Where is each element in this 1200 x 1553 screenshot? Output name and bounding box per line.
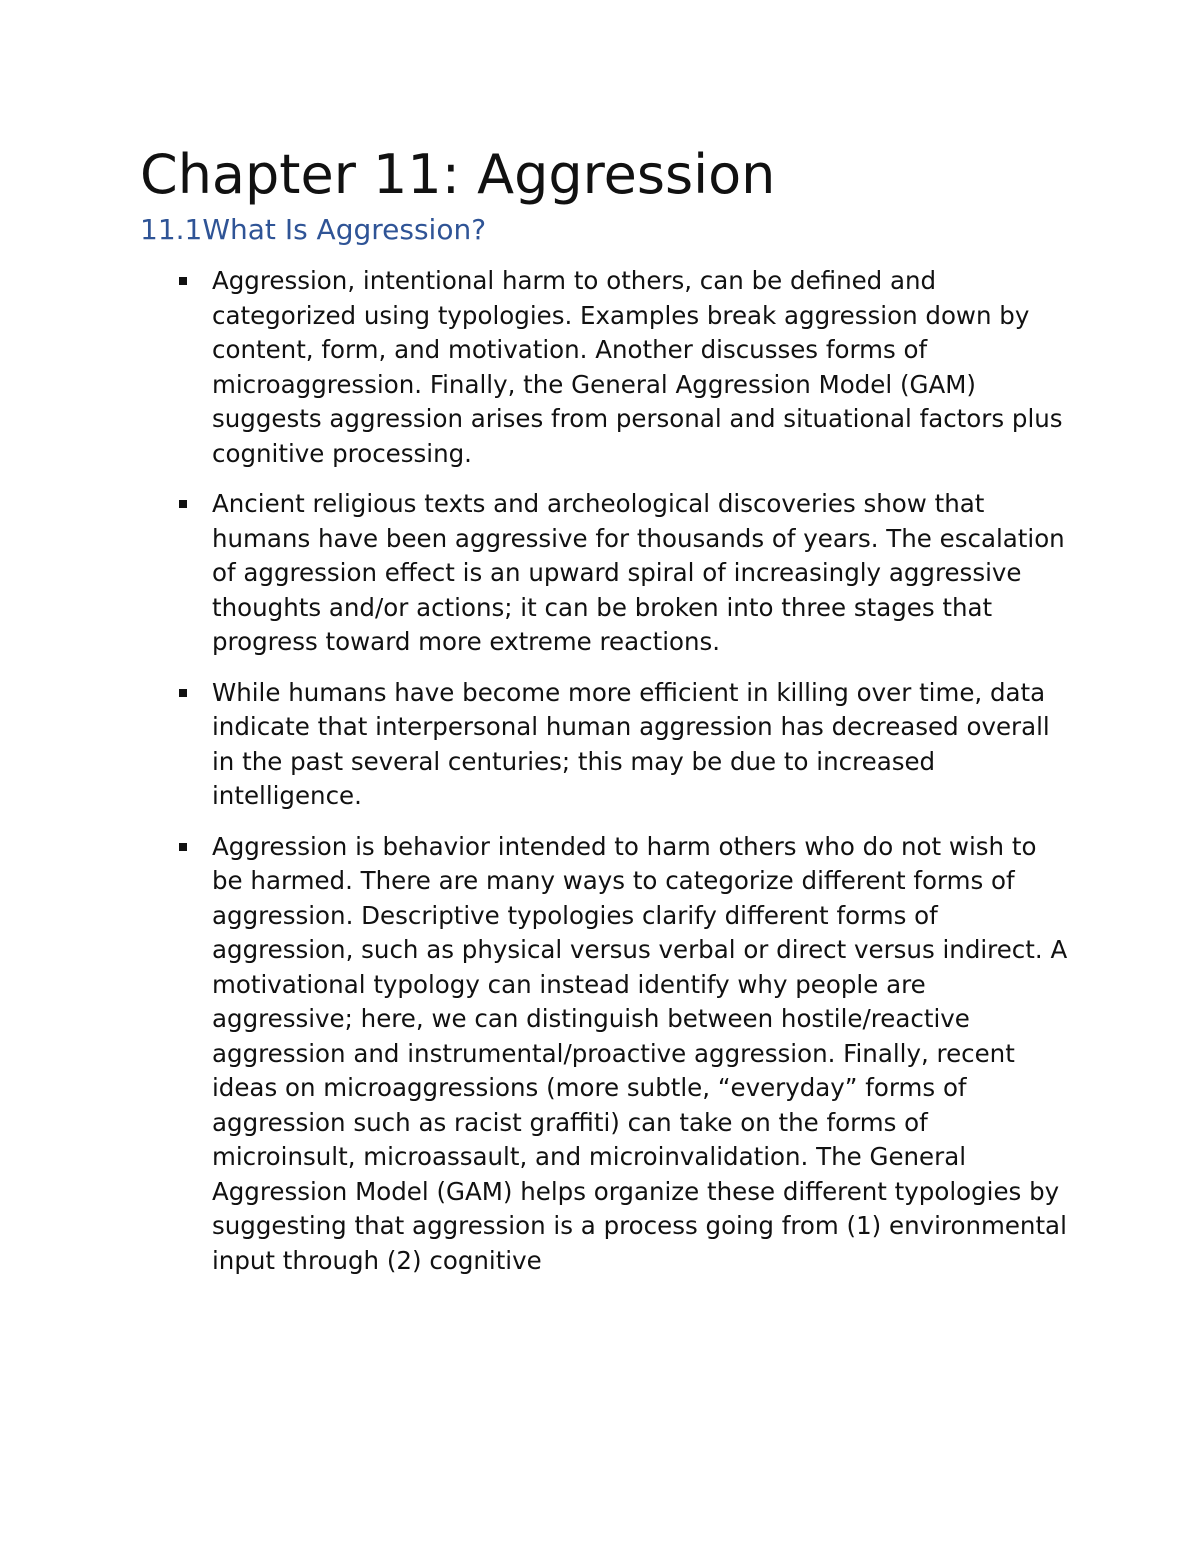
square-bullet-icon [179, 689, 187, 697]
square-bullet-icon [179, 277, 187, 285]
bullet-list [212, 264, 1072, 1294]
section-heading: 11.1What Is Aggression? [140, 213, 487, 246]
bullet-item [212, 487, 1072, 660]
bullet-text: Aggression, intentional harm to others, can be defined and categorized using typologies. Examples break aggression down by content, form, and motivation. Another discusses forms of microaggression. Finally, the General Aggression Model (GAM) suggests aggression arises from personal and situational factors plus cognitive processing. [212, 266, 1063, 468]
bullet-text: Aggression is behavior intended to harm others who do not wish to be harmed. There are many ways to categorize different forms of aggression. Descriptive typologies clarify different forms of aggression, such as physical versus verbal or direct versus indirect. A motivational typology can instead identify why people are aggressive; here, we can distinguish between hostile/reactive aggression and instrumental/proactive aggression. Finally, recent ideas on microaggressions (more subtle, “everyday” forms of aggression such as racist graffiti) can take on the forms of microinsult, microassault, and microinvalidation. The General Aggression Model (GAM) helps organize these different typologies by suggesting that aggression is a process going from (1) environmental input through (2) cognitive [212, 831, 1068, 1275]
square-bullet-icon [179, 843, 187, 851]
bullet-text: Ancient religious texts and archeological discoveries show that humans have been aggressive for thousands of years. The escalation of aggression effect is an upward spiral of increasingly aggressive thoughts and/or actions; it can be broken into three stages that progress toward more extreme reactions. [212, 489, 1065, 656]
bullet-item [212, 830, 1072, 1279]
square-bullet-icon [179, 500, 187, 508]
chapter-title: Chapter 11: Aggression [140, 143, 776, 206]
bullet-text: While humans have become more efficient in killing over time, data indicate that interpersonal human aggression has decreased overall in the past several centuries; this may be due to increased intelligence. [212, 677, 1050, 810]
bullet-item [212, 676, 1072, 814]
bullet-item [212, 264, 1072, 471]
